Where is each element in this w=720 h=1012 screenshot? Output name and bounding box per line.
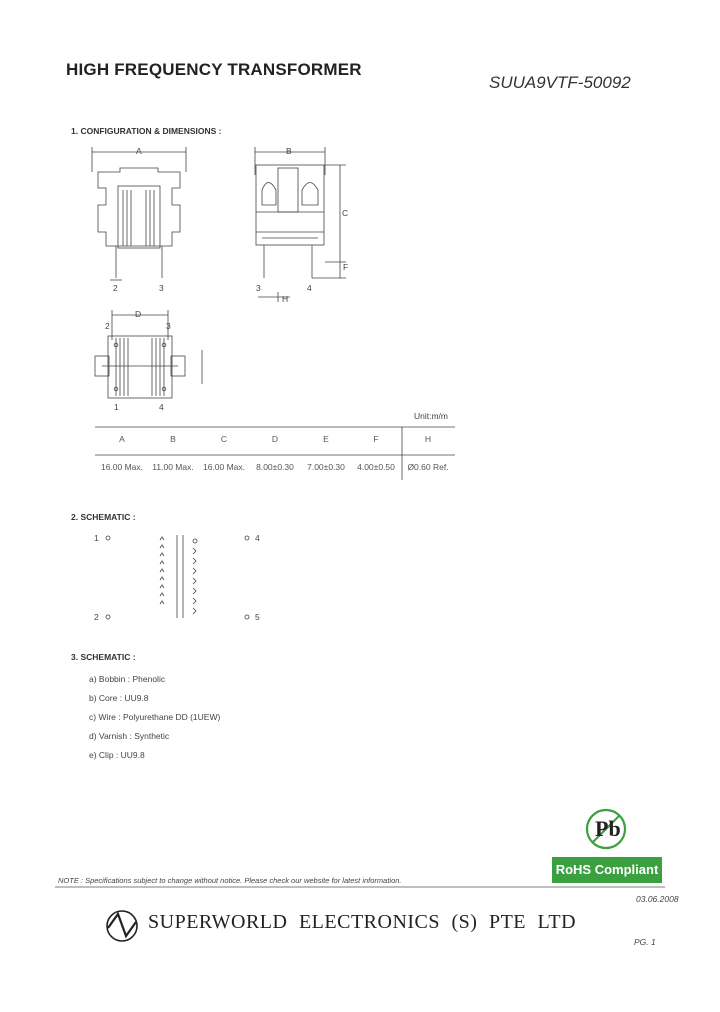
part-number: SUUA9VTF-50092 xyxy=(489,73,631,92)
table-value-b: 11.00 Max. xyxy=(152,462,194,472)
front-pin-3-label: 3 xyxy=(159,283,164,293)
footer-note: NOTE : Specifications subject to change without notice. Please check our website for latest information. xyxy=(58,876,402,885)
dim-b-label: B xyxy=(286,146,292,156)
table-header-e: E xyxy=(323,434,329,444)
rohs-badge: RoHS Compliant xyxy=(552,857,662,883)
front-pin-2-label: 2 xyxy=(113,283,118,293)
table-value-a: 16.00 Max. xyxy=(100,462,144,472)
section-config-title: 1. CONFIGURATION & DIMENSIONS : xyxy=(71,126,222,136)
section-schematic-title: 2. SCHEMATIC : xyxy=(71,512,136,522)
material-item: d) Varnish : Synthetic xyxy=(89,731,170,741)
bottom-pin-4-label: 4 xyxy=(159,402,164,412)
material-item: e) Clip : UU9.8 xyxy=(89,750,145,760)
dim-d-label: D xyxy=(135,309,142,319)
document-date: 03.06.2008 xyxy=(636,894,679,904)
schematic-pin-4: 4 xyxy=(255,533,260,543)
dim-h-label: H xyxy=(282,294,289,304)
bottom-pin-2-label: 2 xyxy=(105,321,110,331)
table-value-d: 8.00±0.30 xyxy=(256,462,294,472)
page-number: PG. 1 xyxy=(634,937,656,947)
schematic-pin-2: 2 xyxy=(94,612,99,622)
dim-c-label: C xyxy=(342,208,349,218)
material-item: c) Wire : Polyurethane DD (1UEW) xyxy=(89,712,221,722)
schematic-pin-5: 5 xyxy=(255,612,260,622)
table-header-h: H xyxy=(424,434,432,444)
company-logo-icon xyxy=(107,911,137,941)
table-header-d: D xyxy=(271,434,279,444)
table-header-f: F xyxy=(373,434,379,444)
dim-a-label: A xyxy=(136,146,142,156)
table-value-e: 7.00±0.30 xyxy=(307,462,345,472)
section-materials-title: 3. SCHEMATIC : xyxy=(71,652,136,662)
side-pin-4-label: 4 xyxy=(307,283,312,293)
side-view-drawing xyxy=(255,147,349,302)
table-header-b: B xyxy=(170,434,176,444)
bottom-pin-3-label: 3 xyxy=(166,321,171,331)
materials-list xyxy=(89,670,220,765)
schematic-pin-1: 1 xyxy=(94,533,99,543)
material-item: a) Bobbin : Phenolic xyxy=(89,674,166,684)
front-view-drawing xyxy=(92,147,186,280)
document-title: HIGH FREQUENCY TRANSFORMER xyxy=(66,60,362,79)
company-name: SUPERWORLD ELECTRONICS (S) PTE LTD xyxy=(148,911,577,933)
table-value-c: 16.00 Max. xyxy=(202,462,246,472)
schematic-drawing xyxy=(106,535,249,619)
table-header-c: C xyxy=(220,434,228,444)
table-header-a: A xyxy=(119,434,125,444)
unit-label: Unit:m/m xyxy=(414,411,448,421)
material-item: b) Core : UU9.8 xyxy=(89,693,149,703)
bottom-view-drawing xyxy=(95,310,202,398)
pb-label: Pb xyxy=(595,816,621,841)
dim-f-label: F xyxy=(343,262,349,272)
table-value-f: 4.00±0.50 xyxy=(357,462,395,472)
bottom-pin-1-label: 1 xyxy=(114,402,119,412)
side-pin-3-label: 3 xyxy=(256,283,261,293)
table-value-h: Ø0.60 Ref. xyxy=(407,462,449,472)
